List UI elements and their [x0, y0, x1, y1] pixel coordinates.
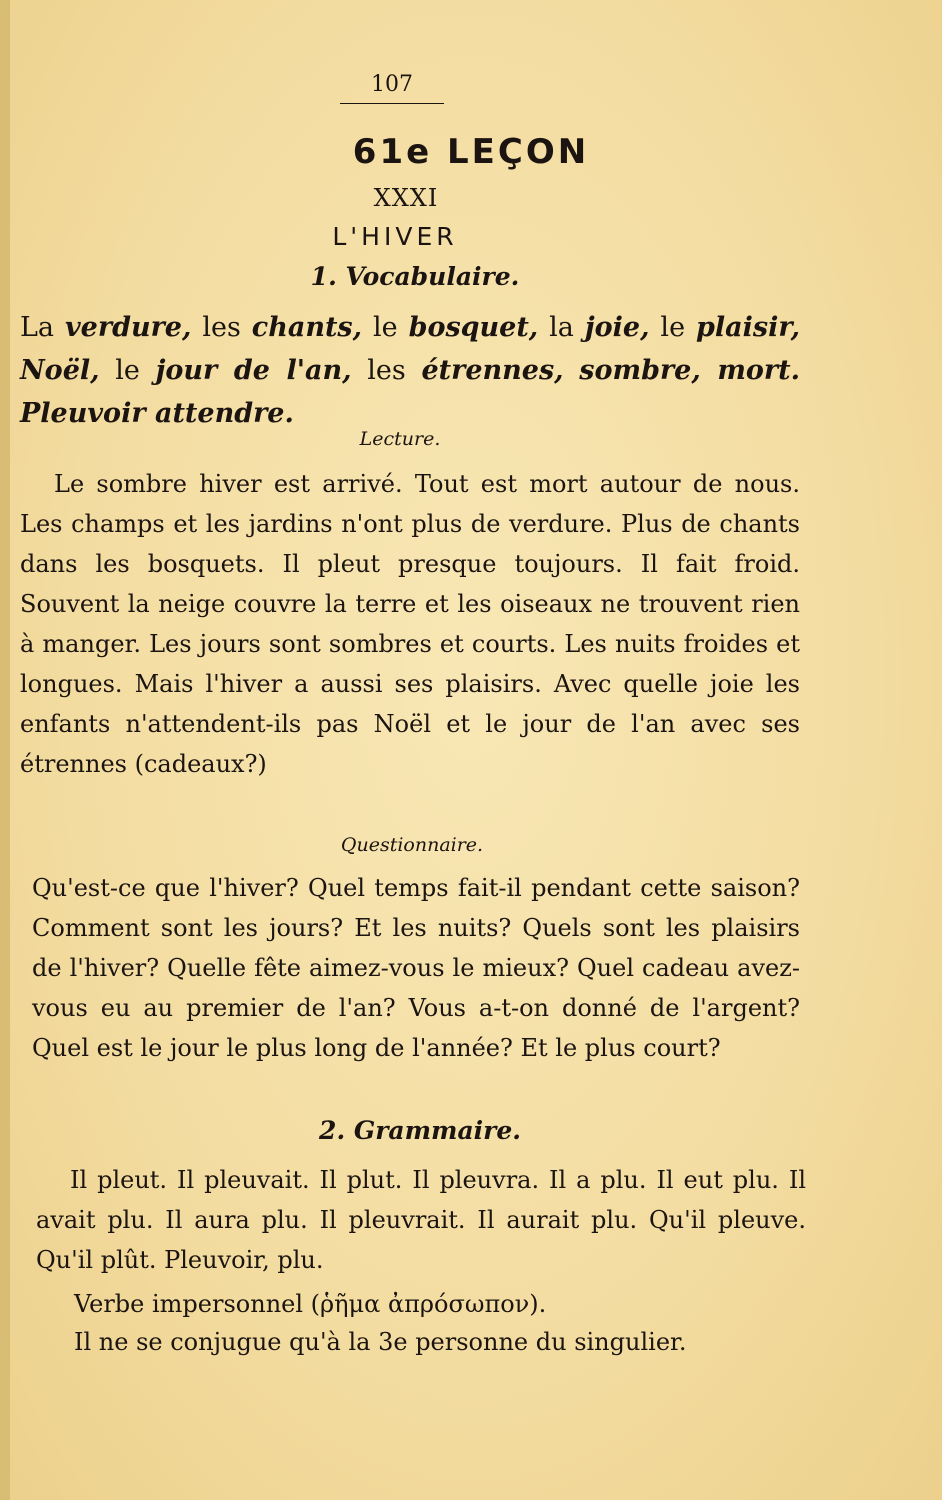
- vocab-item: les chants,: [191, 312, 363, 343]
- questionnaire-heading: Questionnaire.: [340, 834, 484, 856]
- vocabulary-list: [20, 306, 800, 435]
- vocab-item: le bosquet,: [362, 312, 539, 343]
- page-number: 107: [340, 72, 444, 104]
- grammar-heading: 2. Grammaire.: [319, 1116, 521, 1145]
- reading-text: Le sombre hiver est arrivé. Tout est mort autour de nous. Les champs et les jardins n'ont plus de verdure. Plus de chants dans les bosquets. Il pleut presque toujours. Il fait froid. Souvent la neige couvre la terre et les oiseaux ne trouvent rien à manger. Les jours sont sombres et courts. Les nuits froides et longues. Mais l'hiver a aussi ses plaisirs. Avec quelle joie les enfants n'attendent-ils pas Noël et le jour de l'an avec ses étrennes (cadeaux?): [20, 470, 800, 778]
- vocab-item: Noël,: [20, 355, 100, 386]
- vocab-item: Pleuvoir attendre.: [20, 398, 294, 429]
- impersonal-verb-note: Verbe impersonnel (ῥῆμα ἀπρόσωπον).: [74, 1290, 547, 1318]
- vocab-item: La verdure,: [20, 312, 192, 343]
- vocab-item: le jour de l'an,: [99, 355, 352, 386]
- vocab-item: la joie,: [538, 312, 650, 343]
- conjugation-rule: Il ne se conjugue qu'à la 3e personne du singulier.: [74, 1328, 687, 1356]
- chapter-number: XXXI: [373, 184, 439, 212]
- page-title: L'HIVER: [332, 222, 458, 251]
- lesson-heading: 61e LEÇON: [352, 132, 590, 172]
- questionnaire-text: Qu'est-ce que l'hiver? Quel temps fait-il pendant cette saison? Comment sont les jours? Et les nuits? Quels sont les plaisirs de l'hiver? Quelle fête aimez-vous le mieux? Quel cadeau avez-vous eu au premier de l'an? Vous a-t-on donné de l'argent? Quel est le jour le plus long de l'année? Et le plus court?: [32, 874, 800, 1062]
- conjugation-text: Il pleut. Il pleuvait. Il plut. Il pleuvra. Il a plu. Il eut plu. Il avait plu. Il aura plu. Il pleuvrait. Il aurait plu. Qu'il pleuve. Qu'il plût. Pleuvoir, plu.: [36, 1166, 806, 1274]
- vocab-item: le plaisir,: [649, 312, 801, 343]
- vocab-item: sombre, mort.: [579, 355, 800, 386]
- vocab-item: les étrennes,: [351, 355, 564, 386]
- vocabulary-heading: 1. Vocabulaire.: [310, 262, 520, 291]
- reading-heading: Lecture.: [359, 428, 441, 450]
